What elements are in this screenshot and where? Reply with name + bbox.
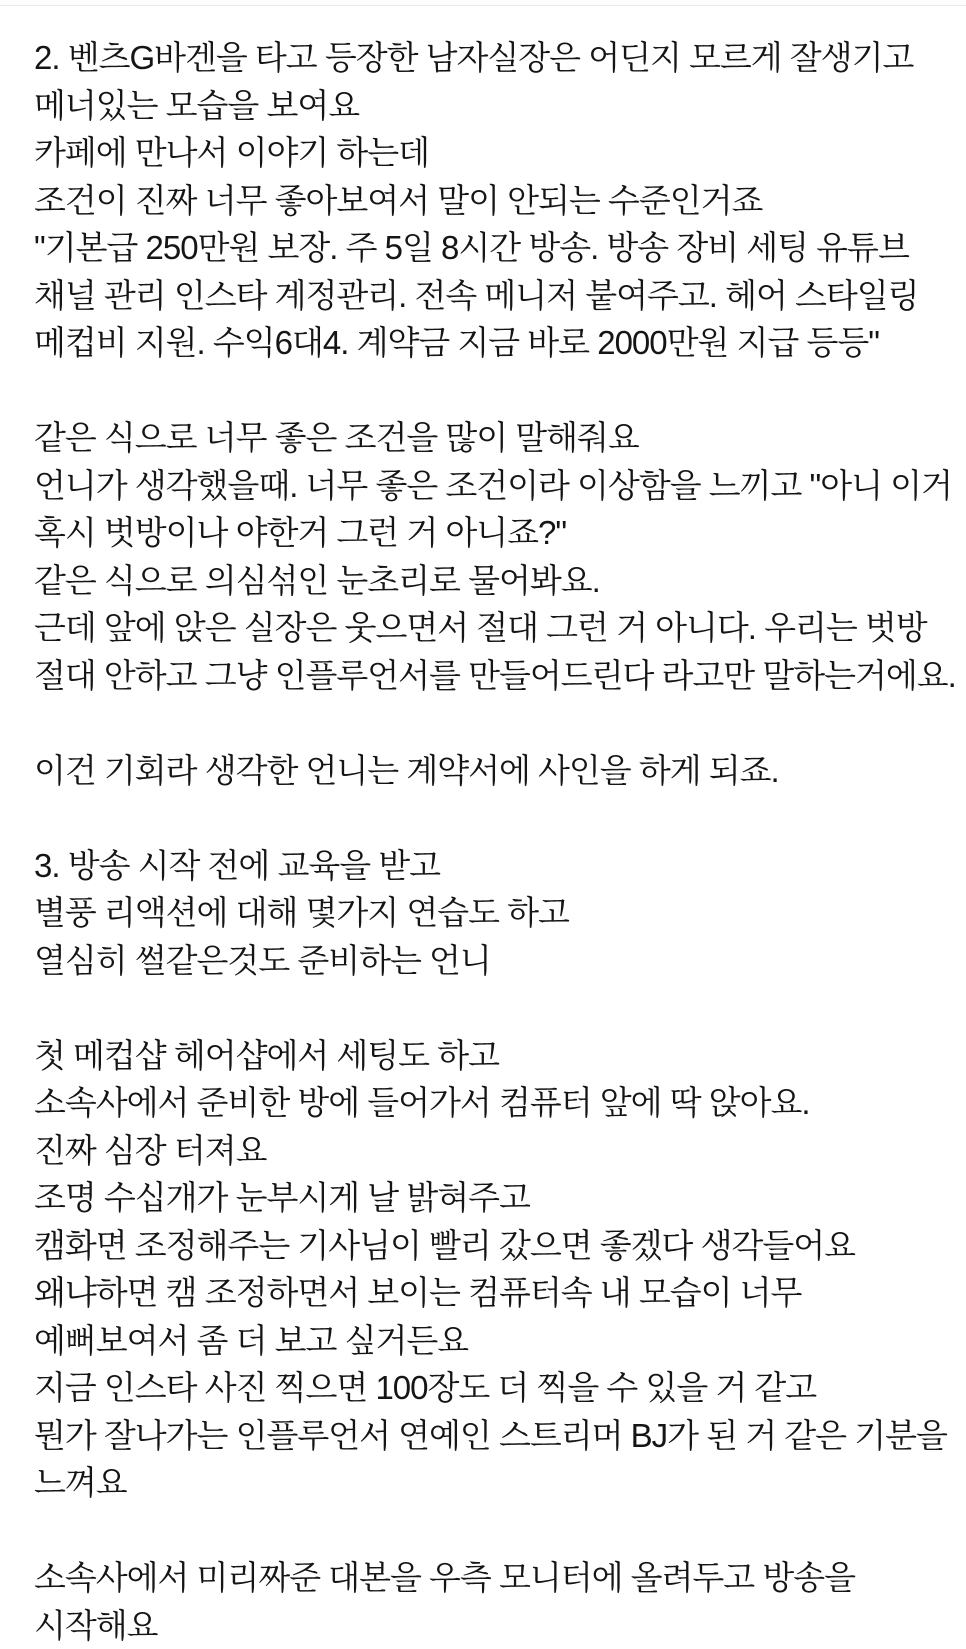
post-body-text	[0, 6, 966, 1649]
text-line: 열심히 썰같은것도 준비하는 언니	[34, 937, 942, 985]
text-line: 2. 벤츠G바겐을 타고 등장한 남자실장은 어딘지 모르게 잘생기고	[34, 34, 942, 82]
text-line: 메너있는 모습을 보여요	[34, 82, 942, 130]
text-line: 근데 앞에 앉은 실장은 웃으면서 절대 그런 거 아니다. 우리는 벗방	[34, 604, 942, 652]
text-line: 소속사에서 준비한 방에 들어가서 컴퓨터 앞에 딱 앉아요.	[34, 1079, 942, 1127]
paragraph	[34, 34, 942, 367]
text-line: 채널 관리 인스타 계정관리. 전속 메니저 붙여주고. 헤어 스타일링	[34, 272, 942, 320]
text-line: 별풍 리액션에 대해 몇가지 연습도 하고	[34, 889, 942, 937]
text-line: 진짜 심장 터져요	[34, 1127, 942, 1175]
paragraph	[34, 414, 942, 699]
text-line: 이건 기회라 생각한 언니는 계약서에 사인을 하게 되죠.	[34, 747, 942, 795]
text-line: 지금 인스타 사진 찍으면 100장도 더 찍을 수 있을 거 같고	[34, 1364, 942, 1412]
text-line: 첫 메컵샵 헤어샵에서 세팅도 하고	[34, 1032, 942, 1080]
text-line: 왜냐하면 캠 조정하면서 보이는 컴퓨터속 내 모습이 너무	[34, 1269, 942, 1317]
text-line: 뭔가 잘나가는 인플루언서 연예인 스트리머 BJ가 된 거 같은 기분을	[34, 1412, 942, 1460]
text-line: 혹시 벗방이나 야한거 그런 거 아니죠?"	[34, 509, 942, 557]
text-line: 시작해요	[34, 1602, 942, 1649]
text-line: 조건이 진짜 너무 좋아보여서 말이 안되는 수준인거죠	[34, 177, 942, 225]
text-line: 조명 수십개가 눈부시게 날 밝혀주고	[34, 1174, 942, 1222]
text-line: 카페에 만나서 이야기 하는데	[34, 129, 942, 177]
text-line: "기본급 250만원 보장. 주 5일 8시간 방송. 방송 장비 세팅 유튜브	[34, 224, 942, 272]
text-line: 같은 식으로 너무 좋은 조건을 많이 말해줘요	[34, 414, 942, 462]
text-line: 언니가 생각했을때. 너무 좋은 조건이라 이상함을 느끼고 "아니 이거	[34, 462, 942, 510]
text-line: 소속사에서 미리짜준 대본을 우측 모니터에 올려두고 방송을	[34, 1554, 942, 1602]
text-line: 메컵비 지원. 수익6대4. 계약금 지금 바로 2000만원 지급 등등"	[34, 319, 942, 367]
text-line: 캠화면 조정해주는 기사님이 빨리 갔으면 좋겠다 생각들어요	[34, 1222, 942, 1270]
text-line: 절대 안하고 그냥 인플루언서를 만들어드린다 라고만 말하는거에요.	[34, 652, 942, 700]
paragraph	[34, 747, 942, 795]
text-line: 같은 식으로 의심섞인 눈초리로 물어봐요.	[34, 557, 942, 605]
paragraph	[34, 1032, 942, 1507]
text-line: 느껴요	[34, 1459, 942, 1507]
paragraph	[34, 842, 942, 985]
text-line: 3. 방송 시작 전에 교육을 받고	[34, 842, 942, 890]
text-line: 예뻐보여서 좀 더 보고 싶거든요	[34, 1317, 942, 1365]
paragraph	[34, 1554, 942, 1649]
